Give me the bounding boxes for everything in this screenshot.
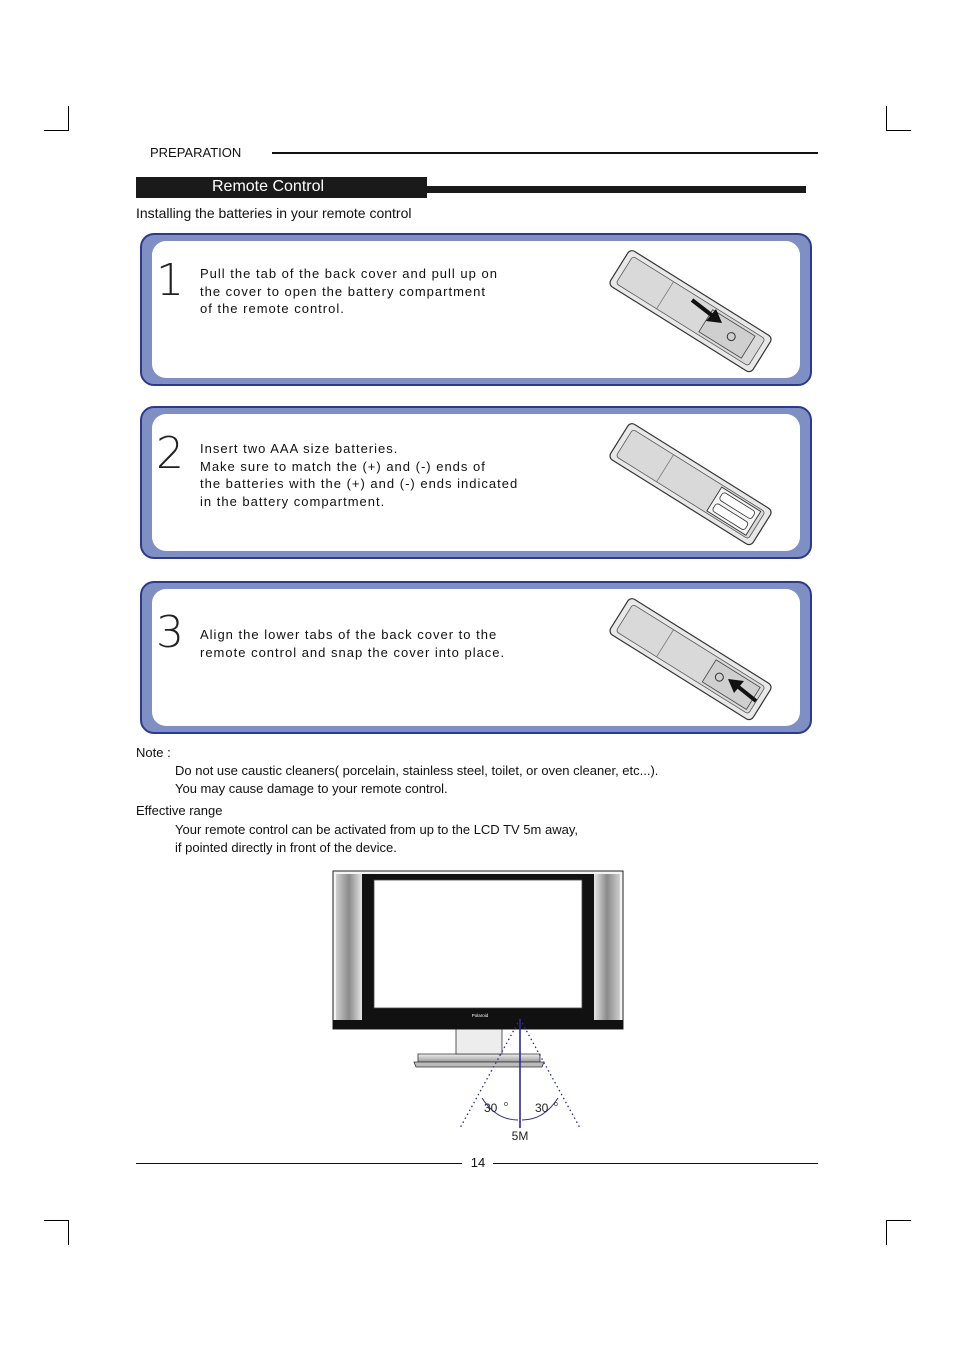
note-line-1: Do not use caustic cleaners( porcelain, stainless steel, toilet, or oven cleaner, etc...). <box>175 763 659 778</box>
crop-mark-top-left <box>44 106 69 131</box>
step-number: 1 <box>156 255 184 306</box>
distance-label: 5M <box>511 1129 529 1143</box>
note-line-2: You may cause damage to your remote control. <box>175 781 448 796</box>
remote-cover-close-illustration <box>600 593 780 727</box>
step-text: Align the lower tabs of the back cover to the remote control and snap the cover into place. <box>200 627 506 660</box>
range-line-2: if pointed directly in front of the device. <box>175 840 397 855</box>
remote-battery-insert-illustration <box>600 418 780 552</box>
section-header: PREPARATION <box>150 145 242 160</box>
right-angle-label: 30 <box>535 1101 549 1115</box>
title-rule <box>427 186 806 193</box>
brand-logo: Polaroid <box>471 1013 489 1018</box>
step-number: 2 <box>156 428 184 479</box>
range-label: Effective range <box>136 803 223 818</box>
intro-text: Installing the batteries in your remote control <box>136 205 412 221</box>
note-label: Note : <box>136 745 171 760</box>
crop-mark-bottom-left <box>44 1220 69 1245</box>
footer-rule-left <box>136 1163 462 1164</box>
step-text: Pull the tab of the back cover and pull up on the cover to open the battery compartment of the remote control. <box>200 266 498 316</box>
right-range-line <box>520 1019 580 1128</box>
left-angle-label: 30 <box>484 1101 498 1115</box>
left-degree-mark: o <box>504 1101 508 1108</box>
tv-range-diagram <box>330 866 630 1148</box>
step-3-panel <box>140 581 812 734</box>
header-rule <box>272 152 818 154</box>
title-bar <box>136 177 427 198</box>
remote-back-open-illustration <box>600 245 780 379</box>
footer-rule-right <box>493 1163 818 1164</box>
step-text: Insert two AAA size batteries. Make sure to match the (+) and (-) ends of the batteries with the (+) and (-) ends indicated in the battery compartment. <box>200 441 519 509</box>
step-number: 3 <box>156 607 184 658</box>
page-title: Remote Control <box>212 178 325 195</box>
crop-mark-top-right <box>886 106 911 131</box>
right-degree-mark: o <box>554 1101 558 1108</box>
step-2-panel <box>140 406 812 559</box>
page-number: 14 <box>470 1155 486 1170</box>
range-line-1: Your remote control can be activated from up to the LCD TV 5m away, <box>175 822 578 837</box>
crop-mark-bottom-right <box>886 1220 911 1245</box>
step-1-panel <box>140 233 812 386</box>
